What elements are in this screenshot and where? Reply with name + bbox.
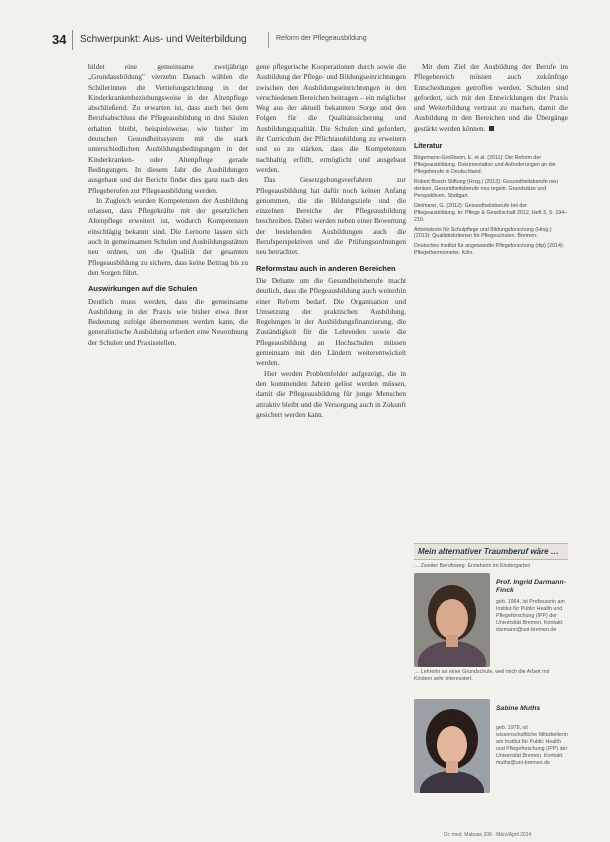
subheading: Auswirkungen auf die Schulen [88, 284, 198, 294]
header-divider [72, 30, 73, 50]
text-column-2 [256, 62, 406, 420]
box-intro: … Zweiter Berufsweg: Erzieherin im Kindergarten [414, 563, 531, 569]
author-name: Sabine Muths [496, 705, 541, 712]
section-title: Schwerpunkt: Aus- und Weiterbildung [80, 34, 247, 45]
author-name: Prof. Ingrid Darmann-Finck [496, 579, 566, 594]
paragraph: gene pflegerische Kooperationen durch sowie die Ausbildung der Pflege- und Bildungseinrichtungen zwischen den Ausbildungseinrichtungen in den verschiedenen Bereichen beitragen – ein möglicher Weg aus der aktuell bekannten Sorge und den Folgen für die Qualitätssicherung und Ausbildungsqualität. Die Schulen sind gefordert, ihr Curriculum der Pflichtausbildung zu erweitern und so zu stärken, dass die Kompetenzen nachhaltig erfüllt, ermöglicht und ausgebaut werden. [256, 62, 406, 174]
author-photo [414, 699, 490, 793]
author-bio: geb. 1964, ist Professorin am Institut für Public Health und Pflegeforschung (IPP) der Universität Bremen. Kontakt: darmann@uni-bremen.de [496, 599, 565, 633]
page-footer: Dr. med. Mabuse 208 · März/April 2014 [444, 832, 532, 838]
box-title: Mein alternativer Traumberuf wäre … [414, 543, 568, 560]
subsection-title: Reform der Pflegeausbildung [276, 35, 367, 42]
subheading: Reformstau auch in anderen Bereichen [256, 263, 396, 273]
portrait-image [414, 699, 490, 793]
paragraph: In Zugleich wurden Kompetenzen der Ausbildung erlassen, dass Pflegekräfte mit der gesetzlichen Altenpflege erweitert ist, wodurch Kompetenzen einschlägig bekannt sind. Die Lernorte lassen sich auch in gemeinsamen Schulen und Ausbildungsstätten neu ordnen, um die Qualität der gesamten Pflegeausbildung zu sichern, dass keine Beitrag bis zu den Sorgen führt. [88, 195, 248, 277]
author-quote: … Lehrerin an einer Grundschule, weil mich die Arbeit mit Kindern sehr interessiert. [414, 669, 550, 682]
literature-entry: Dielmann, G. (2012): Gesundheitsberufe bei der Pflegeausbildung. In: Pflege & Gesellschaft 2012, Heft 3, S. 194–210. [414, 202, 568, 223]
paragraph-text: Mit dem Ziel der Ausbildung der Berufe im Pflegebereich müssen auch zukünftige Entscheidungen getroffen werden. Schulen sind gefordert, sich mit den Entwicklungen der Praxis und Weiterbildung vertraut zu machen, damit die Ausbildung in den Bereichen und die Übergänge gestärkt werden können. [414, 62, 568, 133]
author-profile [414, 573, 568, 685]
literature-entry: Bögemann-Großheim, E. et al. (2011): Die Reform der Pflegeausbildung. Dokumentation und Anforderungen an die Pflegeberufe in Deutschland. [414, 155, 556, 176]
paragraph: bildet eine gemeinsame zweijährige „Grundausbildung" vierzehn Danach wählen die Schülerinnen die Vertiefungsrichtung in der Kinderkrankenbeziehungsweise in der Altenpflege abschließend. Zu erwarten ist, dass auch bei dem Berufsabschluss die Pflegeausbildung in drei Säulen erhalten bleibt, beispielsweise, wie bisher im deutschen Gesundheitssystem mit die stark unterschiedlichen Ausbildungsbedingungen in der Kinderkranken- oder Altenpflege gerade Bedingungen. In diesem Jahr die Ausbildungen ausgebaut und der Bericht findet dies ganz nach den Pflegeberufen zur Pflegeausbildung werden. [88, 62, 248, 195]
author-profile [414, 699, 568, 811]
paragraph: Hier werden Problemfelder aufgezeigt, die in den kommenden Jahren gelöst werden müssen, damit die Pflegeausbildung für junge Menschen attraktiv bleibt und die Versorgung auch in Zukunft gesichert werden kann. [256, 368, 406, 419]
text-column-1 [88, 62, 248, 348]
end-mark-icon [489, 126, 494, 131]
author-box [414, 543, 568, 811]
page-number: 34 [52, 32, 67, 47]
paragraph: Deutlich muss werden, dass die gemeinsame Ausbildung in der Praxis wie bisher etwa ihrer Bedeutung zufolge übernommen werden kann, die generalistische Ausbildung erfordert eine Neuordnung der Schulen und Praxisstellen. [88, 296, 248, 347]
literature-entry: Deutsches Institut für angewandte Pflegeforschung (dip) (2014): Pflegethermometer. Köln. [414, 243, 565, 257]
paragraph: Die Debatte um die Gesundheitsberufe macht deutlich, dass die Pflegeausbildung auch weiterhin einer Reform bedarf. Die Organisation und Umsetzung der praktischen Ausbildung, Regelungen in der Ausbildungsfinanzierung, die Zuständigkeit für die Lehrenden sowie die Pflegeausbildung an Hochschulen müssen gemeinsam mit den Ländern weiterentwickelt werden. [256, 275, 406, 368]
literature-heading: Literatur [414, 143, 443, 151]
literature-entry: Robert Bosch Stiftung (Hrsg.) (2013): Gesundheitsberufe neu denken, Gesundheitsberufe neu regeln. Grundsätze und Perspektiven. Stuttgart. [414, 179, 558, 199]
literature-entry: Arbeitskreis für Schulpflege und Bildungsforschung (Hrsg.) (2013): Qualitätskriterien für Pflegeschulen. Bremen. [414, 226, 552, 240]
paragraph: Das Gesetzgebungsverfahren zur Pflegeausbildung hat dafür noch keinen Anfang genommen, die die Bildungsziele und die einzelnen Bereiche der Pflegeausbildung beschreiben. Dabei werden neben einer Bewertung der bestehenden Ausbildungen auch die Berufsperspektiven und die Prüfungsordnungen neu betrachtet. [256, 175, 406, 257]
header-divider [268, 32, 269, 48]
portrait-image [414, 573, 490, 667]
author-bio: geb. 1978, ist wissenschaftliche Mitarbeiterin am Institut für Public Health und Pflegeforschung (IPP) der Universität Bremen. Kontakt: muths@uni-bremen.de [496, 725, 568, 766]
author-photo [414, 573, 490, 667]
text-column-3 [414, 62, 568, 257]
page-header [0, 30, 610, 52]
paragraph [414, 62, 568, 134]
